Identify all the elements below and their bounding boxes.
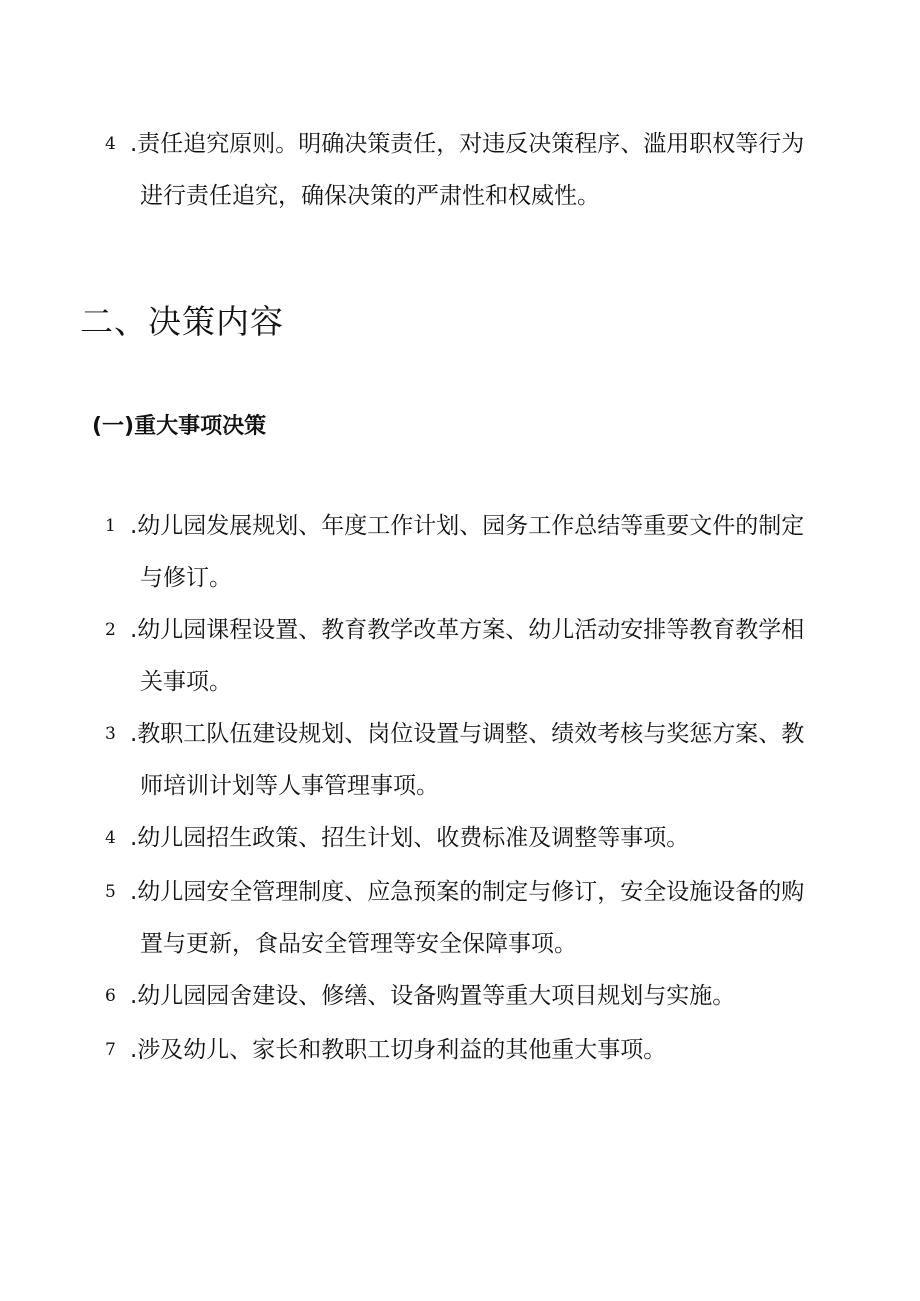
item-number: 7: [105, 1040, 116, 1060]
item-text: [105, 970, 815, 1022]
item-text: [105, 866, 815, 970]
list-item: [105, 500, 815, 604]
item-text-line2: 与修订。: [140, 565, 232, 591]
section-title: 二、决策内容: [80, 302, 284, 341]
item-text: [105, 118, 815, 222]
item-number: 3: [105, 724, 116, 744]
list-item: [105, 970, 815, 1022]
item-text-line1: .幼儿园课程设置、教育教学改革方案、幼儿活动安排等教育教学相: [130, 617, 805, 643]
item-number: 4: [105, 828, 116, 848]
item-text-line2: 关事项。: [140, 669, 232, 695]
item-number: 1: [105, 516, 116, 536]
item-number: 6: [105, 986, 116, 1006]
list-item: [105, 1024, 815, 1076]
item-text-line1: .责任追究原则。明确决策责任，对违反决策程序、滥用职权等行为: [130, 131, 805, 157]
item-text-line1: .幼儿园发展规划、年度工作计划、园务工作总结等重要文件的制定: [130, 513, 805, 539]
item-text-line2: 进行责任追究，确保决策的严肃性和权威性。: [140, 183, 600, 209]
item-text-line2: 置与更新，食品安全管理等安全保障事项。: [140, 931, 577, 957]
list-item: [105, 708, 815, 812]
principle-item-4: [105, 118, 815, 222]
item-text-line1: .幼儿园园舍建设、修缮、设备购置等重大项目规划与实施。: [130, 983, 736, 1009]
subsection-title: (一)重大事项决策: [92, 414, 267, 439]
item-text-line2: 师培训计划等人事管理事项。: [140, 773, 439, 799]
item-text: [105, 1024, 815, 1076]
list-item: [105, 866, 815, 970]
item-text: [105, 812, 815, 864]
item-text-line1: .涉及幼儿、家长和教职工切身利益的其他重大事项。: [130, 1037, 667, 1063]
item-number: 5: [105, 882, 116, 902]
list-item: [105, 812, 815, 864]
list-item: [105, 604, 815, 708]
item-number: 4: [105, 134, 116, 154]
item-text-line1: .幼儿园安全管理制度、应急预案的制定与修订，安全设施设备的购: [130, 879, 805, 905]
item-text-line1: .教职工队伍建设规划、岗位设置与调整、绩效考核与奖惩方案、教: [130, 721, 805, 747]
item-text: [105, 604, 815, 708]
item-number: 2: [105, 620, 116, 640]
item-text-line1: .幼儿园招生政策、招生计划、收费标准及调整等事项。: [130, 825, 690, 851]
item-text: [105, 500, 815, 604]
item-text: [105, 708, 815, 812]
